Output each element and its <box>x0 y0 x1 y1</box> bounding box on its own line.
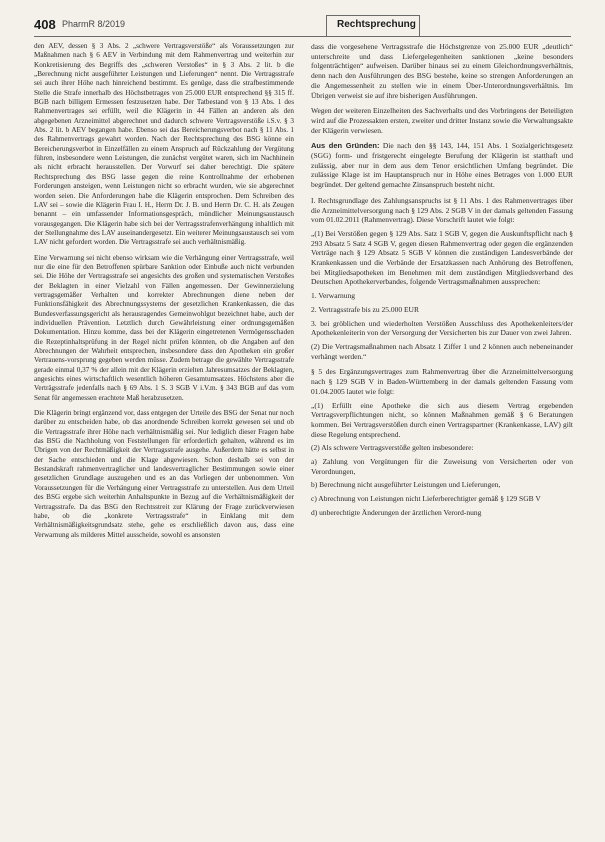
left-paragraph: Die Klägerin bringt ergänzend vor, dass entgegen der Urteile des BSG der Senat nur noch darüber zu entscheiden habe, ob das anordnende Schreiben korrekt gewesen sei und ob die Vertragsstrafe ihrer Höhe nach verhältnismäßig sei. Nur lediglich dieser Fragen habe das BSG die Nachholung von Feststellungen für erforderlich gehalten, während es im Übrigen von der Rechtmäßigkeit der Vertragsstrafe ausgehe. Außerdem hätte es selbst in der Sache entschieden und die Klage abgewiesen. Schon deshalb sei von der Bestandskraft rahmenvertraglicher und landesvertraglicher Bestimmungen sowie einer gesetzlichen Grundlage auszugehen und es an das Vorliegen der unbenommen. Von Voraussetzungen für die Verhängung einer Vertragsstrafe zu unterstellen. Aus dem Urteil des BSG ergebe sich weiterhin Anhaltspunkte in Bezug auf die Verhältnismäßigkeit der Vertragsstrafe. Da das BSG den Rechtsstreit zur Klärung der Frage zurückverwiesen habe, ob die „konkrete Vertragsstrafe“ in Einklang mit dem Verhältnismäßigkeitsgrundsatz stehe, gehe es erschließlich davon aus, dass eine Verwarnung als milderes Mittel ausscheide, sowohl es ansonsten <box>34 409 294 539</box>
list-item-d: d) unberechtigte Änderungen der ärztlichen Verord-nung <box>311 507 482 517</box>
list-item-4: (2) Die Vertragsmaßnahmen nach Absatz 1 Ziffer 1 und 2 können auch nebeneinander verhängt werden.“ <box>311 341 573 361</box>
legal-basis-paragraph: I. Rechtsgrundlage des Zahlungsanspruchs ist § 11 Abs. 1 des Rahmenvertrages über die Arzneimittelversorgung nach § 129 Abs. 2 SGB V in der damals geltenden Fassung vom 01.02.2011 (Rahmenvertrag). Diese Vorschrift lautet wie folgt: <box>311 195 573 225</box>
list-item-2: 2. Vertragsstrafe bis zu 25.000 EUR <box>311 304 419 314</box>
right-column <box>311 42 573 518</box>
list-item-c: c) Abrechnung von Leistungen nicht Lieferberechtigter gemäß § 129 SGB V <box>311 494 541 504</box>
list-item-1: 1. Verwarnung <box>311 291 356 301</box>
reasons-text: Die nach den §§ 143, 144, 151 Abs. 1 Sozialgerichtsgesetz (SGG) form- und fristgerecht eingelegte Berufung der Klägerin ist statthaft und zulässig, aber nur in dem aus dem Tenor ersichtlichen Umfang begründet. Die zulässige Klage ist im Hauptanspruch nur in Höhe eines Betrages von 1.000 EUR begründet. Der geltend gemachte Zinsanspruch besteht nicht. <box>311 141 573 190</box>
quoted-rule-1: „(1) Bei Verstößen gegen § 129 Abs. Satz 1 SGB V, gegen die Auskunftspflicht nach § 293 Absatz 5 Satz 4 SGB V, gegen diesen Rahmenvertrag oder gegen die ergänzenden Verträge nach § 129 Absatz 5 SGB V können die zuständigen Landesverbände der Krankenkassen und die Verbände der Ersatzkassen nach Anhörung des Betroffenen, bei Mitgliedsapotheken im Benehmen mit dem zuständigen Mitgliedsverband des Deutschen Apothekerverbandes, folgende Vertragsmaßnahmen aussprechen: <box>311 228 573 287</box>
section-title: Rechtsprechung <box>337 19 416 30</box>
right-paragraph-reference: Wegen der weiteren Einzelheiten des Sachverhalts und des Vorbringens der Beteiligten wird auf die Prozessakten ersten, zweiter und dritter Instanz sowie die Verwaltungsakte der Klägerin verwiesen. <box>311 106 573 135</box>
quoted-rule-3: (2) Als schwere Vertragsverstöße gelten insbesondere: <box>311 443 474 453</box>
list-item-a: a) Zahlung von Vergütungen für die Zuweisung von Versicherten oder von Verordnungen, <box>311 457 573 476</box>
left-column <box>34 42 294 540</box>
quoted-rule-2: „(1) Erfüllt eine Apotheke die sich aus diesem Vertrag ergebenden Vertragsverpflichtungen nicht, so können Maßnahmen gemäß § 6 Beratungen kommen. Bei Vertragsverstößen durch einen Vertragspartner (Krankenkasse, LAV) gilt diese Regelung entsprechend. <box>311 400 573 439</box>
journal-reference: PharmR 8/2019 <box>62 19 126 29</box>
reasons-paragraph <box>311 141 573 190</box>
reasons-heading: Aus den Gründen: <box>311 141 380 151</box>
list-item-b: b) Berechnung nicht ausgeführter Leistungen und Lieferungen, <box>311 480 501 490</box>
list-item-3: 3. bei gröblichen und wiederholten Verstößen Ausschluss des Apothekenleiters/der Apothekenleiterin von der Versorgung der Versicherten bis zur Dauer von zwei Jahren. <box>311 318 573 338</box>
left-paragraph: Eine Verwarnung sei nicht ebenso wirksam wie die Verhängung einer Vertragsstrafe, weil nur die eine für den Betroffenen spürbare Sanktion oder Einbuße auch nicht verbunden sei. Die Höhe der Vertragsstrafe sei angesichts des großen und systematischen Verstoßes der Beklagten in einer Vielzahl von Fällen angemessen. Der Gewinnerzielung vertragsgemäßer Verhalten und korrekter Abrechnungen diene neben der Funktionsfähigkeit des Abrechnungssystems der gesetzlichen Krankenkassen, die das Bundesverfassungsgericht als herausragendes Gemeinwohlgut bezeichnet habe, auch der individuellen Prävention. Letztlich durch Gewährleistung einer ordnungsgemäßen Dokumentation. Hinzu komme, dass bei der Klägerin eingetretenen Vermögensschaden die Rezeptinhaltsprüfung in der Regel nicht prüfen könnten, ob die Angaben auf den Abrechnungen der Wahrheit entsprechen, insbesondere dass den Apotheken ein großer Vertrauens-vorsprung gegeben werden müsse. Zudem betrage die gewählte Vertragsstrafe gerade einmal 0,37 % der allein mit der Klägerin erzielten Jahresumsatzes der Beklagten, angesichts eines wirtschaftlich wesentlich höheren Gesamtumsatzes. Höchstens aber die Verträgsstrafe jedenfalls nach § 69 Abs. 1 S. 3 SGB V i.V.m. § 343 BGB auf das vom Senat für angemessen erachtete Maß herabzusetzen. <box>34 253 294 402</box>
page-number: 408 <box>34 17 56 32</box>
header-rule <box>34 36 571 37</box>
left-paragraph: den AEV, dessen § 3 Abs. 2 „schwere Vertragsverstöße“ als Voraussetzungen zur Maßnahmen nach § 6 AEV in Verbindung mit dem Rahmenvertrag und weiterhin zur Konkretisierung des Begriffs des „schweren Verstoßes“ in § 3 Abs. 2 lit. b die „Berechnung nicht ausgeführter Leistungen und Lieferungen“ nennt. Die Vertragsstrafe sei auch ihrer Höhe nach hinreichend bestimmt. Es genüge, dass die strafbestimmende Stelle die Strafe innerhalb des Höchstbetrages von 25.000 EUR entsprechend §§ 315 ff. BGB nach billigem Ermessen festzusetzen habe. Der Tatbestand von § 13 Abs. 1 des Rahmenvertrages sei erfüllt, weil die Klägerin in 44 Fällen an anderen als den abgegebenen Arzneimittel abgerechnet und dadurch schwere Vertragsverstöße i.S.v. § 3 Abs. 2 lit. b AEV begangen habe. Ebenso sei das Bereicherungsverbot nach § 11 Abs. 1 des Rahmenvertrags gewahrt worden. Nach der Rechtsprechung des BSG könne ein Bereicherungsverbot in Einzelfällen zu einem Anspruch auf Rückzahlung der Vergütung führen, insbesondere wenn Leistungen, die zunächst vergütet waren, sich im Nachhinein als nicht erbracht herausstellen. Der Vorwurf sei daher berechtigt. Die spätere Rechtsprechung des BSG lasse gegen die reine Kontrollnahme der erhobenen Forderungen ansteigen, wenn Leistungen nicht so erbracht wurden, wie sie abgerechnet worden seien. Die Anforderungen habe die Klägerin entsprochen. Dem Schreiben des LAV sei – sowie die Klägerin Frau I. H., Herrn Dr. J. B. und Herrn Dr. C. H. als Zeugen benannt – ein umfassender Informationsgespräch, mündlicher Meinungsaustausch vorausgegangen. Die Klägerin habe sich bei der Vertragsstrafenverhängung inhaltlich mit der Stellungnahme des LAV auseinandergesetzt. Ein weiterer Meinungsaustausch sei vom LAV nicht gefordert worden. Die Vertragsstrafe sei auch verhältnismäßig. <box>34 42 294 247</box>
right-paragraph-intro: dass die vorgesehene Vertragsstrafe die Höchstgrenze von 25.000 EUR „deutlich“ unterschreite und dass Liefergelegenheiten sanktionen „keine besonders folgenträchtigen“ aufweisen. Darüber hinaus sei zu einem Gleichordnungsverhältnis, denn nach den Ausführungen des BSG bestehe, keine so strengen Anforderungen an die Angemessenheit zu stellen wie in einem Über-Unterordnungsverhältnis. Im Übrigen verweist sie auf ihre bisherigen Ausführungen. <box>311 42 573 100</box>
supplementary-contract-paragraph: § 5 des Ergänzungsvertrages zum Rahmenvertrag über die Arzneimittelversorgung nach § 129 SGB V in Baden-Württemberg in der damals geltenden Fassung vom 01.04.2005 lautet wie folgt: <box>311 367 573 396</box>
